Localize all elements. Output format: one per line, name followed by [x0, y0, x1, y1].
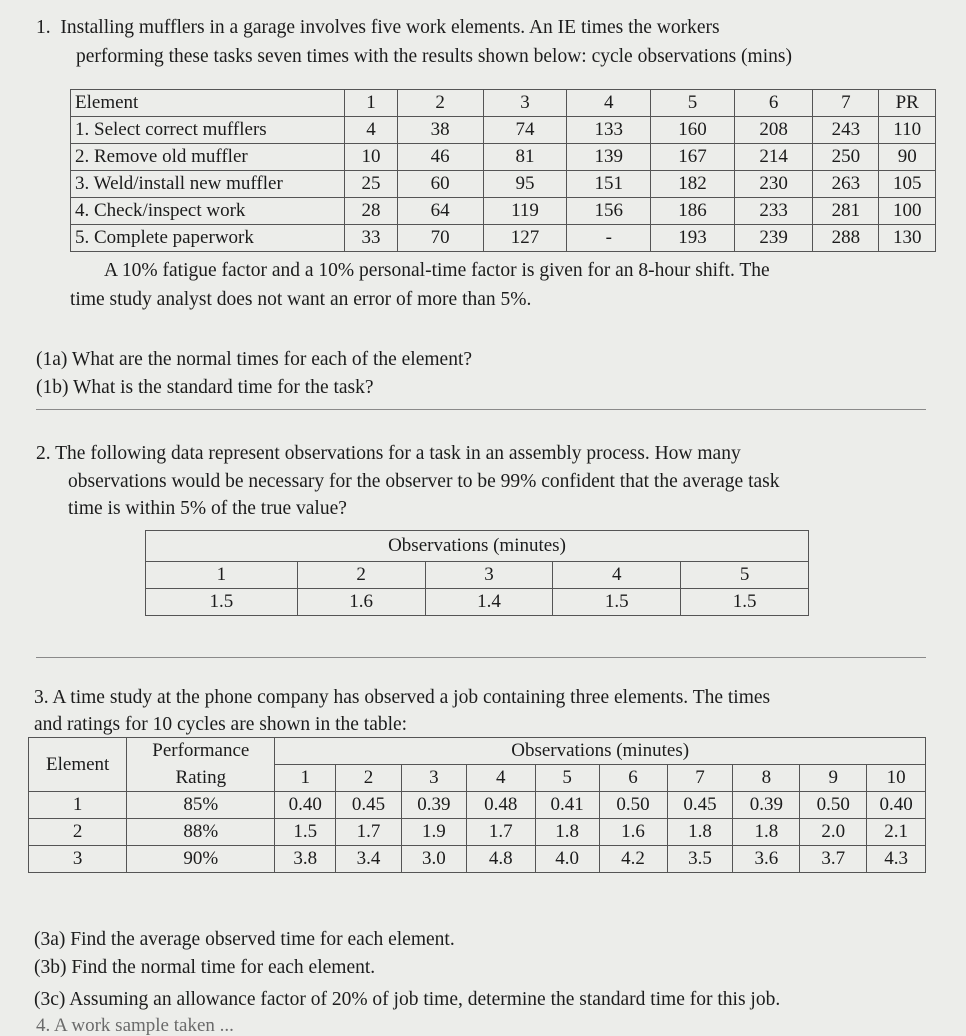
q1-cell: 182 — [651, 171, 735, 198]
q3-header-col: 6 — [599, 765, 667, 792]
q1-header-col: 2 — [397, 90, 483, 117]
q1-cell: 90 — [879, 144, 936, 171]
q1-header-col: 3 — [483, 90, 567, 117]
q3-element-cell: 1 — [29, 792, 127, 819]
q3-table — [28, 737, 926, 873]
q3-header-col: 1 — [275, 765, 336, 792]
q4-cutoff-text: 4. A work sample taken ... — [36, 1015, 234, 1036]
q1-header-col: 5 — [651, 90, 735, 117]
q3-value-cell: 0.50 — [599, 792, 667, 819]
q3-value-cell: 3.7 — [800, 846, 867, 873]
q1-cell: 33 — [345, 225, 397, 252]
q3-value-cell: 2.1 — [867, 819, 926, 846]
q1-cell: 46 — [397, 144, 483, 171]
q1-cell: 208 — [734, 117, 813, 144]
q1-row-label: 4. Check/inspect work — [71, 198, 345, 225]
table-row — [29, 819, 926, 846]
q1-table-header-row — [71, 90, 936, 117]
q1-cell: 130 — [879, 225, 936, 252]
q3-rating-cell: 90% — [127, 846, 275, 873]
q1-header-col: 4 — [567, 90, 651, 117]
q1-cell: 243 — [813, 117, 879, 144]
q2-value-cell: 1.5 — [681, 589, 809, 616]
table-row — [71, 117, 936, 144]
q2-header-col: 3 — [425, 562, 553, 589]
q3-value-cell: 0.45 — [667, 792, 733, 819]
q1a-question: (1a) What are the normal times for each of the element? — [36, 349, 473, 370]
q3-value-cell: 1.7 — [466, 819, 535, 846]
q1-row-label: 1. Select correct mufflers — [71, 117, 345, 144]
q1-cell: 193 — [651, 225, 735, 252]
q1-cell: 239 — [734, 225, 813, 252]
q3-element-cell: 2 — [29, 819, 127, 846]
q3-value-cell: 1.6 — [599, 819, 667, 846]
q3-value-cell: 0.39 — [401, 792, 466, 819]
q3c-question: (3c) Assuming an allowance factor of 20% of job time, determine the standard time for this job. — [34, 989, 781, 1010]
q1-cell: 28 — [345, 198, 397, 225]
q1-cell: 70 — [397, 225, 483, 252]
q2-text-line1: 2. The following data represent observations for a task in an assembly process. How many — [36, 443, 741, 464]
q1-heading-line1 — [36, 14, 720, 41]
q1-number: 1. — [36, 17, 51, 38]
q1-header-col: 1 — [345, 90, 397, 117]
q3-text-line2: and ratings for 10 cycles are shown in the table: — [34, 714, 408, 735]
q1-row-label: 2. Remove old muffler — [71, 144, 345, 171]
q3-header-col: 3 — [401, 765, 466, 792]
q3-element-header: Element — [29, 738, 127, 792]
table-row — [29, 792, 926, 819]
q1-cell: 100 — [879, 198, 936, 225]
q1-header-col: 7 — [813, 90, 879, 117]
q3-value-cell: 1.8 — [667, 819, 733, 846]
q3-value-cell: 4.3 — [867, 846, 926, 873]
q3-header-col: 10 — [867, 765, 926, 792]
q1-cell: 110 — [879, 117, 936, 144]
q2-value-cell: 1.4 — [425, 589, 553, 616]
q1-header-element: Element — [71, 90, 345, 117]
q3-value-cell: 3.8 — [275, 846, 336, 873]
divider-2 — [36, 657, 926, 658]
q3-rating-cell: 85% — [127, 792, 275, 819]
q1-cell: 133 — [567, 117, 651, 144]
table-row — [71, 225, 936, 252]
table-row — [71, 144, 936, 171]
q1-cell: 10 — [345, 144, 397, 171]
q3-value-cell: 3.0 — [401, 846, 466, 873]
q1-text-line2: performing these tasks seven times with the results shown below: cycle observations (mins) — [76, 46, 792, 67]
q3-value-cell: 3.6 — [733, 846, 800, 873]
q3-header-col: 9 — [800, 765, 867, 792]
q3-performance-header: Performance — [127, 738, 275, 765]
q3-header-col: 8 — [733, 765, 800, 792]
q3-value-cell: 0.45 — [336, 792, 402, 819]
q1-cell: 64 — [397, 198, 483, 225]
q3-text-line1: 3. A time study at the phone company has observed a job containing three elements. The times — [34, 687, 771, 708]
q3-rating-cell: 88% — [127, 819, 275, 846]
q1-after-line1: A 10% fatigue factor and a 10% personal-time factor is given for an 8-hour shift. The — [104, 260, 770, 281]
q1-cell: 25 — [345, 171, 397, 198]
q3-value-cell: 1.8 — [733, 819, 800, 846]
q3-value-cell: 4.2 — [599, 846, 667, 873]
table-row — [29, 846, 926, 873]
q3-value-cell: 1.8 — [535, 819, 599, 846]
q2-header-col: 4 — [553, 562, 681, 589]
q1-cell: 230 — [734, 171, 813, 198]
q3-rating-header: Rating — [127, 765, 275, 792]
q2-table-title: Observations (minutes) — [146, 531, 809, 562]
q1-cell: 167 — [651, 144, 735, 171]
q1-cell: 60 — [397, 171, 483, 198]
q3-value-cell: 0.39 — [733, 792, 800, 819]
q1-cell: 281 — [813, 198, 879, 225]
q1-cell: 151 — [567, 171, 651, 198]
q2-text-line2: observations would be necessary for the observer to be 99% confident that the average task — [68, 471, 780, 492]
q3-value-cell: 0.40 — [275, 792, 336, 819]
q1-cell: 160 — [651, 117, 735, 144]
q3-value-cell: 3.5 — [667, 846, 733, 873]
q1-row-label: 5. Complete paperwork — [71, 225, 345, 252]
q3-element-cell: 3 — [29, 846, 127, 873]
q3b-question: (3b) Find the normal time for each element. — [34, 957, 376, 978]
q2-header-col: 1 — [146, 562, 298, 589]
q1-text-line1: Installing mufflers in a garage involves five work elements. An IE times the workers — [60, 17, 720, 38]
q1b-question: (1b) What is the standard time for the task? — [36, 377, 374, 398]
q1-cell: 288 — [813, 225, 879, 252]
q3-value-cell: 0.40 — [867, 792, 926, 819]
q3-header-col: 5 — [535, 765, 599, 792]
q3-observations-header: Observations (minutes) — [275, 738, 926, 765]
table-row — [71, 171, 936, 198]
q1-cell: 250 — [813, 144, 879, 171]
q1-cell: 81 — [483, 144, 567, 171]
table-row — [71, 198, 936, 225]
q3-value-cell: 0.41 — [535, 792, 599, 819]
q3-header-col: 7 — [667, 765, 733, 792]
q1-header-col: 6 — [734, 90, 813, 117]
q2-table-header-row — [146, 562, 809, 589]
q3-header-col: 2 — [336, 765, 402, 792]
q2-header-col: 2 — [297, 562, 425, 589]
q2-text-line3: time is within 5% of the true value? — [68, 498, 347, 519]
q2-table — [145, 530, 809, 616]
q3-header-col: 4 — [466, 765, 535, 792]
q3-value-cell: 0.50 — [800, 792, 867, 819]
q1-cell: - — [567, 225, 651, 252]
q1-cell: 38 — [397, 117, 483, 144]
q1-cell: 139 — [567, 144, 651, 171]
q3-value-cell: 1.5 — [275, 819, 336, 846]
q3-value-cell: 2.0 — [800, 819, 867, 846]
q3-value-cell: 4.0 — [535, 846, 599, 873]
q3-value-cell: 1.9 — [401, 819, 466, 846]
q3-value-cell: 0.48 — [466, 792, 535, 819]
q1-cell: 263 — [813, 171, 879, 198]
divider-1 — [36, 409, 926, 410]
q1-cell: 105 — [879, 171, 936, 198]
q2-value-cell: 1.5 — [553, 589, 681, 616]
q1-after-line2: time study analyst does not want an error of more than 5%. — [70, 289, 532, 310]
q3-value-cell: 1.7 — [336, 819, 402, 846]
q3-value-cell: 4.8 — [466, 846, 535, 873]
q1-cell: 214 — [734, 144, 813, 171]
q1-table — [70, 89, 936, 252]
q2-header-col: 5 — [681, 562, 809, 589]
q3-value-cell: 3.4 — [336, 846, 402, 873]
q2-value-cell: 1.5 — [146, 589, 298, 616]
q1-cell: 119 — [483, 198, 567, 225]
q1-cell: 156 — [567, 198, 651, 225]
q1-cell: 233 — [734, 198, 813, 225]
q1-cell: 74 — [483, 117, 567, 144]
q2-value-cell: 1.6 — [297, 589, 425, 616]
q1-cell: 4 — [345, 117, 397, 144]
q1-header-col: PR — [879, 90, 936, 117]
q1-cell: 186 — [651, 198, 735, 225]
q3a-question: (3a) Find the average observed time for each element. — [34, 929, 455, 950]
q2-table-values-row — [146, 589, 809, 616]
q1-cell: 127 — [483, 225, 567, 252]
q1-row-label: 3. Weld/install new muffler — [71, 171, 345, 198]
q1-cell: 95 — [483, 171, 567, 198]
